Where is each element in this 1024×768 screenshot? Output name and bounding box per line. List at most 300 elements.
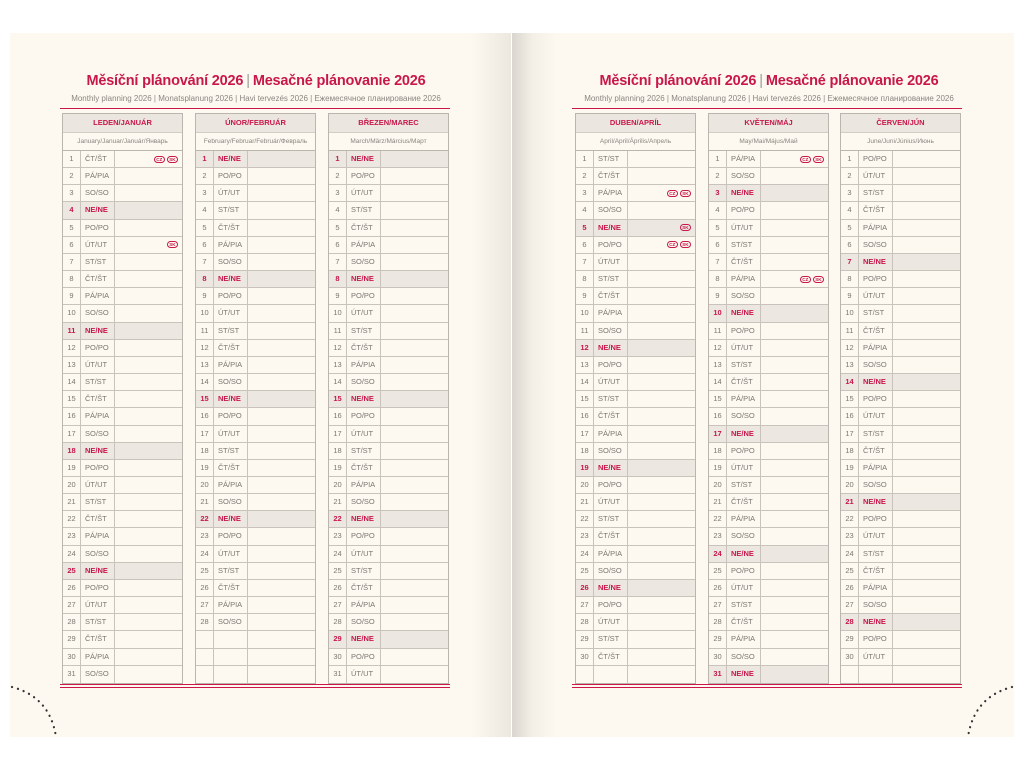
note-cell[interactable]: [248, 340, 315, 356]
day-row[interactable]: [576, 546, 695, 563]
note-cell[interactable]: [381, 220, 448, 236]
note-cell[interactable]: [628, 340, 695, 356]
day-row[interactable]: [63, 185, 182, 202]
day-row[interactable]: [196, 546, 315, 563]
note-cell[interactable]: [893, 305, 960, 321]
day-row[interactable]: [63, 460, 182, 477]
note-cell[interactable]: [893, 460, 960, 476]
note-cell[interactable]: [628, 151, 695, 167]
day-row[interactable]: [63, 426, 182, 443]
note-cell[interactable]: [628, 528, 695, 544]
note-cell[interactable]: [248, 666, 315, 683]
note-cell[interactable]: [893, 511, 960, 527]
day-row[interactable]: [841, 168, 960, 185]
note-cell[interactable]: [893, 254, 960, 270]
note-cell[interactable]: [761, 220, 828, 236]
note-cell[interactable]: [761, 202, 828, 218]
day-row[interactable]: [329, 649, 448, 666]
note-cell[interactable]: [893, 391, 960, 407]
note-cell[interactable]: [761, 391, 828, 407]
day-row[interactable]: [841, 408, 960, 425]
day-row[interactable]: [709, 597, 828, 614]
day-row[interactable]: [709, 220, 828, 237]
day-row[interactable]: [576, 202, 695, 219]
day-row[interactable]: [329, 460, 448, 477]
day-row[interactable]: [841, 185, 960, 202]
note-cell[interactable]: [893, 631, 960, 647]
day-row[interactable]: [841, 494, 960, 511]
day-row[interactable]: [576, 391, 695, 408]
day-row[interactable]: [841, 546, 960, 563]
note-cell[interactable]: [115, 220, 182, 236]
note-cell[interactable]: [115, 614, 182, 630]
note-cell[interactable]: [248, 631, 315, 647]
day-row[interactable]: [63, 408, 182, 425]
note-cell[interactable]: [248, 426, 315, 442]
note-cell[interactable]: [761, 631, 828, 647]
day-row[interactable]: [841, 528, 960, 545]
day-row[interactable]: [196, 323, 315, 340]
note-cell[interactable]: [381, 185, 448, 201]
day-row[interactable]: [329, 511, 448, 528]
note-cell[interactable]: [248, 528, 315, 544]
day-row[interactable]: [709, 271, 828, 288]
note-cell[interactable]: [893, 546, 960, 562]
day-row[interactable]: [709, 185, 828, 202]
day-row[interactable]: [196, 237, 315, 254]
note-cell[interactable]: [893, 443, 960, 459]
day-row[interactable]: [63, 220, 182, 237]
day-row[interactable]: [63, 237, 182, 254]
day-row[interactable]: [63, 340, 182, 357]
note-cell[interactable]: [761, 546, 828, 562]
note-cell[interactable]: [893, 220, 960, 236]
note-cell[interactable]: [381, 443, 448, 459]
day-row[interactable]: [329, 357, 448, 374]
note-cell[interactable]: [628, 443, 695, 459]
note-cell[interactable]: [381, 408, 448, 424]
day-row[interactable]: [196, 357, 315, 374]
day-row[interactable]: [709, 305, 828, 322]
note-cell[interactable]: [761, 666, 828, 683]
day-row[interactable]: [63, 443, 182, 460]
note-cell[interactable]: [761, 185, 828, 201]
note-cell[interactable]: [893, 237, 960, 253]
note-cell[interactable]: [248, 220, 315, 236]
note-cell[interactable]: [893, 168, 960, 184]
note-cell[interactable]: [115, 271, 182, 287]
day-row[interactable]: [63, 597, 182, 614]
note-cell[interactable]: [761, 323, 828, 339]
note-cell[interactable]: [115, 546, 182, 562]
day-row[interactable]: [841, 202, 960, 219]
day-row[interactable]: [576, 357, 695, 374]
day-row[interactable]: [329, 443, 448, 460]
day-row[interactable]: [329, 614, 448, 631]
note-cell[interactable]: [628, 426, 695, 442]
note-cell[interactable]: [628, 237, 695, 253]
note-cell[interactable]: [628, 185, 695, 201]
day-row[interactable]: [709, 374, 828, 391]
note-cell[interactable]: [628, 391, 695, 407]
day-row[interactable]: [576, 340, 695, 357]
day-row[interactable]: [576, 443, 695, 460]
note-cell[interactable]: [115, 528, 182, 544]
note-cell[interactable]: [628, 271, 695, 287]
note-cell[interactable]: [115, 597, 182, 613]
day-row[interactable]: [576, 494, 695, 511]
note-cell[interactable]: [761, 511, 828, 527]
day-row[interactable]: [709, 254, 828, 271]
day-row[interactable]: [63, 168, 182, 185]
day-row[interactable]: [329, 580, 448, 597]
note-cell[interactable]: [248, 649, 315, 665]
note-cell[interactable]: [381, 254, 448, 270]
day-row[interactable]: [841, 460, 960, 477]
note-cell[interactable]: [893, 357, 960, 373]
note-cell[interactable]: [761, 237, 828, 253]
note-cell[interactable]: [893, 494, 960, 510]
day-row[interactable]: [576, 408, 695, 425]
day-row[interactable]: [709, 494, 828, 511]
note-cell[interactable]: [628, 220, 695, 236]
day-row[interactable]: [329, 666, 448, 683]
day-row[interactable]: [576, 185, 695, 202]
day-row[interactable]: [196, 391, 315, 408]
day-row[interactable]: [841, 426, 960, 443]
day-row[interactable]: [63, 614, 182, 631]
note-cell[interactable]: [893, 580, 960, 596]
note-cell[interactable]: [381, 151, 448, 167]
note-cell[interactable]: [893, 151, 960, 167]
note-cell[interactable]: [628, 563, 695, 579]
day-row[interactable]: [841, 323, 960, 340]
note-cell[interactable]: [115, 563, 182, 579]
day-row[interactable]: [196, 477, 315, 494]
day-row[interactable]: [576, 151, 695, 168]
note-cell[interactable]: [248, 546, 315, 562]
note-cell[interactable]: [115, 340, 182, 356]
day-row[interactable]: [196, 631, 315, 648]
note-cell[interactable]: [761, 614, 828, 630]
note-cell[interactable]: [115, 323, 182, 339]
note-cell[interactable]: [761, 374, 828, 390]
note-cell[interactable]: [248, 597, 315, 613]
note-cell[interactable]: [761, 528, 828, 544]
note-cell[interactable]: [381, 288, 448, 304]
day-row[interactable]: [63, 511, 182, 528]
note-cell[interactable]: [248, 288, 315, 304]
note-cell[interactable]: [381, 237, 448, 253]
note-cell[interactable]: [115, 426, 182, 442]
day-row[interactable]: [709, 631, 828, 648]
day-row[interactable]: [329, 151, 448, 168]
note-cell[interactable]: [248, 614, 315, 630]
note-cell[interactable]: [248, 580, 315, 596]
note-cell[interactable]: [893, 614, 960, 630]
note-cell[interactable]: [893, 408, 960, 424]
day-row[interactable]: [329, 237, 448, 254]
day-row[interactable]: [841, 151, 960, 168]
note-cell[interactable]: [381, 323, 448, 339]
day-row[interactable]: [576, 563, 695, 580]
note-cell[interactable]: [628, 254, 695, 270]
day-row[interactable]: [709, 443, 828, 460]
day-row[interactable]: [196, 254, 315, 271]
day-row[interactable]: [63, 151, 182, 168]
day-row[interactable]: [576, 426, 695, 443]
note-cell[interactable]: [893, 528, 960, 544]
note-cell[interactable]: [248, 511, 315, 527]
day-row[interactable]: [196, 443, 315, 460]
day-row[interactable]: [63, 631, 182, 648]
note-cell[interactable]: [115, 237, 182, 253]
note-cell[interactable]: [893, 666, 960, 683]
note-cell[interactable]: [761, 254, 828, 270]
note-cell[interactable]: [381, 374, 448, 390]
day-row[interactable]: [709, 563, 828, 580]
day-row[interactable]: [709, 168, 828, 185]
note-cell[interactable]: [115, 494, 182, 510]
day-row[interactable]: [329, 185, 448, 202]
day-row[interactable]: [63, 546, 182, 563]
day-row[interactable]: [576, 597, 695, 614]
note-cell[interactable]: [628, 323, 695, 339]
day-row[interactable]: [63, 271, 182, 288]
day-row[interactable]: [196, 614, 315, 631]
day-row[interactable]: [709, 666, 828, 683]
note-cell[interactable]: [628, 666, 695, 683]
day-row[interactable]: [709, 391, 828, 408]
day-row[interactable]: [709, 614, 828, 631]
day-row[interactable]: [196, 271, 315, 288]
note-cell[interactable]: [381, 494, 448, 510]
day-row[interactable]: [329, 391, 448, 408]
note-cell[interactable]: [381, 528, 448, 544]
note-cell[interactable]: [115, 305, 182, 321]
day-row[interactable]: [196, 666, 315, 683]
note-cell[interactable]: [761, 477, 828, 493]
day-row[interactable]: [196, 460, 315, 477]
day-row[interactable]: [63, 391, 182, 408]
note-cell[interactable]: [893, 426, 960, 442]
note-cell[interactable]: [115, 168, 182, 184]
day-row[interactable]: [576, 511, 695, 528]
day-row[interactable]: [196, 563, 315, 580]
note-cell[interactable]: [628, 580, 695, 596]
day-row[interactable]: [196, 649, 315, 666]
day-row[interactable]: [709, 511, 828, 528]
day-row[interactable]: [709, 460, 828, 477]
day-row[interactable]: [63, 649, 182, 666]
day-row[interactable]: [841, 631, 960, 648]
day-row[interactable]: [576, 614, 695, 631]
day-row[interactable]: [709, 340, 828, 357]
day-row[interactable]: [709, 288, 828, 305]
note-cell[interactable]: [248, 271, 315, 287]
note-cell[interactable]: [761, 288, 828, 304]
note-cell[interactable]: [381, 305, 448, 321]
day-row[interactable]: [709, 580, 828, 597]
note-cell[interactable]: [381, 357, 448, 373]
note-cell[interactable]: [115, 254, 182, 270]
day-row[interactable]: [63, 477, 182, 494]
note-cell[interactable]: [761, 494, 828, 510]
day-row[interactable]: [196, 202, 315, 219]
note-cell[interactable]: [115, 408, 182, 424]
note-cell[interactable]: [761, 408, 828, 424]
day-row[interactable]: [841, 563, 960, 580]
day-row[interactable]: [841, 357, 960, 374]
note-cell[interactable]: [628, 649, 695, 665]
day-row[interactable]: [709, 546, 828, 563]
day-row[interactable]: [841, 477, 960, 494]
day-row[interactable]: [709, 202, 828, 219]
note-cell[interactable]: [628, 288, 695, 304]
day-row[interactable]: [576, 288, 695, 305]
note-cell[interactable]: [248, 391, 315, 407]
day-row[interactable]: [841, 391, 960, 408]
note-cell[interactable]: [248, 443, 315, 459]
day-row[interactable]: [63, 357, 182, 374]
day-row[interactable]: [709, 237, 828, 254]
day-row[interactable]: [841, 443, 960, 460]
day-row[interactable]: [709, 408, 828, 425]
day-row[interactable]: [576, 168, 695, 185]
note-cell[interactable]: [628, 494, 695, 510]
note-cell[interactable]: [381, 460, 448, 476]
note-cell[interactable]: [248, 357, 315, 373]
note-cell[interactable]: [115, 580, 182, 596]
note-cell[interactable]: [761, 563, 828, 579]
day-row[interactable]: [841, 614, 960, 631]
day-row[interactable]: [196, 528, 315, 545]
note-cell[interactable]: [248, 254, 315, 270]
day-row[interactable]: [329, 528, 448, 545]
day-row[interactable]: [576, 374, 695, 391]
day-row[interactable]: [841, 580, 960, 597]
note-cell[interactable]: [628, 408, 695, 424]
note-cell[interactable]: [115, 477, 182, 493]
day-row[interactable]: [196, 426, 315, 443]
day-row[interactable]: [576, 666, 695, 683]
note-cell[interactable]: [248, 305, 315, 321]
day-row[interactable]: [841, 666, 960, 683]
note-cell[interactable]: [628, 631, 695, 647]
note-cell[interactable]: [761, 271, 828, 287]
note-cell[interactable]: [893, 323, 960, 339]
day-row[interactable]: [63, 528, 182, 545]
day-row[interactable]: [576, 305, 695, 322]
day-row[interactable]: [329, 305, 448, 322]
day-row[interactable]: [841, 220, 960, 237]
day-row[interactable]: [709, 477, 828, 494]
day-row[interactable]: [196, 340, 315, 357]
note-cell[interactable]: [115, 357, 182, 373]
note-cell[interactable]: [761, 597, 828, 613]
day-row[interactable]: [329, 340, 448, 357]
day-row[interactable]: [63, 666, 182, 683]
note-cell[interactable]: [248, 323, 315, 339]
day-row[interactable]: [709, 151, 828, 168]
note-cell[interactable]: [248, 374, 315, 390]
day-row[interactable]: [196, 305, 315, 322]
day-row[interactable]: [841, 305, 960, 322]
note-cell[interactable]: [248, 477, 315, 493]
note-cell[interactable]: [893, 288, 960, 304]
note-cell[interactable]: [381, 340, 448, 356]
day-row[interactable]: [63, 323, 182, 340]
day-row[interactable]: [709, 357, 828, 374]
day-row[interactable]: [576, 528, 695, 545]
note-cell[interactable]: [761, 649, 828, 665]
note-cell[interactable]: [115, 202, 182, 218]
day-row[interactable]: [841, 649, 960, 666]
day-row[interactable]: [329, 168, 448, 185]
note-cell[interactable]: [381, 391, 448, 407]
day-row[interactable]: [196, 494, 315, 511]
note-cell[interactable]: [628, 357, 695, 373]
day-row[interactable]: [329, 546, 448, 563]
note-cell[interactable]: [115, 666, 182, 683]
day-row[interactable]: [63, 254, 182, 271]
note-cell[interactable]: [115, 460, 182, 476]
note-cell[interactable]: [381, 563, 448, 579]
note-cell[interactable]: [115, 511, 182, 527]
note-cell[interactable]: [628, 597, 695, 613]
note-cell[interactable]: [115, 288, 182, 304]
day-row[interactable]: [63, 494, 182, 511]
day-row[interactable]: [196, 288, 315, 305]
day-row[interactable]: [329, 597, 448, 614]
day-row[interactable]: [329, 631, 448, 648]
day-row[interactable]: [196, 220, 315, 237]
note-cell[interactable]: [248, 168, 315, 184]
day-row[interactable]: [841, 597, 960, 614]
day-row[interactable]: [63, 563, 182, 580]
note-cell[interactable]: [248, 202, 315, 218]
day-row[interactable]: [329, 254, 448, 271]
day-row[interactable]: [576, 271, 695, 288]
day-row[interactable]: [709, 649, 828, 666]
note-cell[interactable]: [761, 168, 828, 184]
day-row[interactable]: [63, 580, 182, 597]
note-cell[interactable]: [115, 391, 182, 407]
note-cell[interactable]: [893, 477, 960, 493]
day-row[interactable]: [841, 340, 960, 357]
note-cell[interactable]: [248, 563, 315, 579]
day-row[interactable]: [709, 323, 828, 340]
day-row[interactable]: [63, 374, 182, 391]
day-row[interactable]: [329, 323, 448, 340]
note-cell[interactable]: [761, 426, 828, 442]
note-cell[interactable]: [628, 477, 695, 493]
note-cell[interactable]: [893, 271, 960, 287]
day-row[interactable]: [196, 374, 315, 391]
note-cell[interactable]: [893, 649, 960, 665]
note-cell[interactable]: [628, 614, 695, 630]
day-row[interactable]: [196, 597, 315, 614]
note-cell[interactable]: [115, 443, 182, 459]
note-cell[interactable]: [381, 649, 448, 665]
day-row[interactable]: [329, 271, 448, 288]
day-row[interactable]: [329, 563, 448, 580]
note-cell[interactable]: [628, 202, 695, 218]
note-cell[interactable]: [761, 460, 828, 476]
day-row[interactable]: [329, 202, 448, 219]
note-cell[interactable]: [248, 185, 315, 201]
day-row[interactable]: [196, 151, 315, 168]
